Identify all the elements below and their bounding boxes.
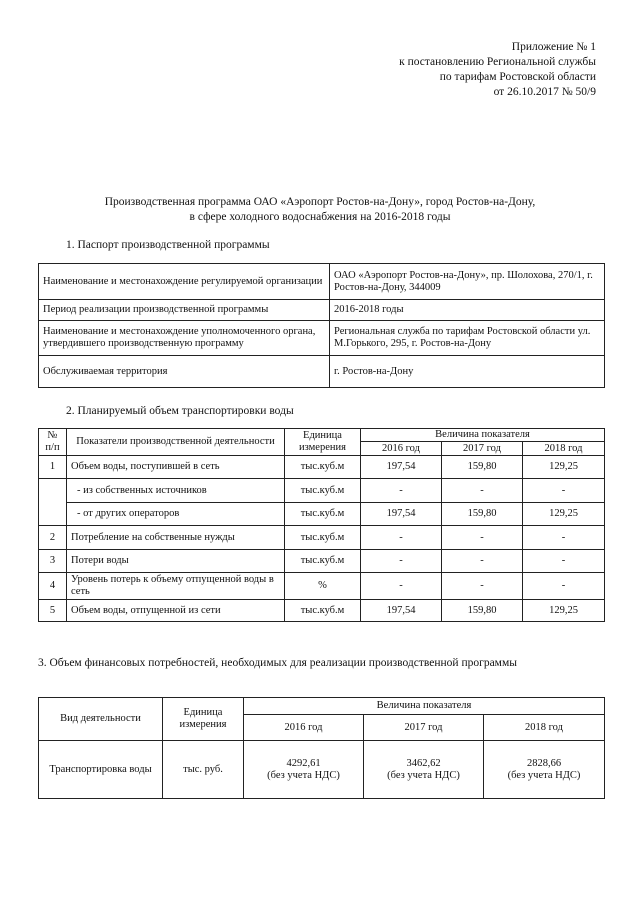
cell-value: 197,54 — [361, 456, 442, 479]
table-row — [39, 573, 605, 600]
header-year: 2017 год — [442, 442, 523, 456]
cell-name: Объем воды, поступившей в сеть — [67, 456, 285, 479]
table-row — [39, 600, 605, 622]
value-amount: 4292,61 — [286, 757, 321, 769]
cell-value: 159,80 — [442, 503, 523, 526]
header-num: № п/п — [39, 429, 67, 456]
section2-heading: 2. Планируемый объем транспортировки воды — [66, 405, 294, 417]
section3-heading: 3. Объем финансовых потребностей, необходимых для реализации производственной программы — [38, 657, 517, 669]
cell-value: - — [361, 550, 442, 573]
cell-unit: тыс.куб.м — [285, 456, 361, 479]
value-note: (без учета НДС) — [267, 769, 340, 781]
header-year: 2016 год — [244, 715, 364, 741]
passport-label: Период реализации производственной программы — [39, 300, 330, 321]
cell-name: - от других операторов — [67, 503, 285, 526]
cell-value: 159,80 — [442, 456, 523, 479]
table-row — [39, 741, 605, 799]
passport-table — [38, 263, 605, 388]
appendix-line: Приложение № 1 — [511, 41, 596, 53]
cell-num: 4 — [39, 573, 67, 600]
table-row — [39, 264, 605, 300]
title-line: в сфере холодного водоснабжения на 2016-2018 годы — [189, 211, 451, 223]
table-row — [39, 456, 605, 479]
cell-num: 3 — [39, 550, 67, 573]
cell-unit: тыс.куб.м — [285, 600, 361, 622]
table-row — [39, 503, 605, 526]
passport-value: 2016-2018 годы — [330, 300, 605, 321]
table-row — [39, 300, 605, 321]
cell-num — [39, 479, 67, 526]
passport-label: Наименование и местонахождение уполномоченного органа, утвердившего производственную программу — [39, 321, 330, 356]
appendix-block — [399, 40, 596, 100]
header-indicator: Показатели производственной деятельности — [67, 429, 285, 456]
cell-value: 197,54 — [361, 503, 442, 526]
transport-volume-table — [38, 428, 605, 622]
value-note: (без учета НДС) — [507, 769, 581, 781]
passport-label: Наименование и местонахождение регулируемой организации — [39, 264, 330, 300]
cell-value: - — [442, 479, 523, 503]
cell-value: 129,25 — [523, 456, 605, 479]
appendix-line: от 26.10.2017 № 50/9 — [493, 86, 596, 98]
header-year: 2016 год — [361, 442, 442, 456]
cell-value: - — [361, 479, 442, 503]
title-line: Производственная программа ОАО «Аэропорт Ростов-на-Дону», город Ростов-на-Дону, — [104, 196, 536, 208]
cell-value — [364, 741, 484, 799]
passport-value: ОАО «Аэропорт Ростов-на-Дону», пр. Шолохова, 270/1, г. Ростов-на-Дону, 344009 — [330, 264, 605, 300]
cell-name: Потери воды — [67, 550, 285, 573]
cell-value: - — [523, 526, 605, 550]
appendix-line: к постановлению Региональной службы — [399, 56, 596, 68]
header-unit: Единица измерения — [163, 698, 244, 741]
table-row — [39, 550, 605, 573]
passport-label: Обслуживаемая территория — [39, 356, 330, 388]
cell-unit: тыс.куб.м — [285, 550, 361, 573]
cell-value: - — [523, 573, 605, 600]
cell-num: 2 — [39, 526, 67, 550]
passport-value: Региональная служба по тарифам Ростовской области ул. М.Горького, 295, г. Ростов-на-Дону — [330, 321, 605, 356]
table-header-row — [39, 698, 605, 715]
cell-value: - — [442, 573, 523, 600]
header-year: 2017 год — [364, 715, 484, 741]
passport-value: г. Ростов-на-Дону — [330, 356, 605, 388]
cell-unit: тыс.куб.м — [285, 479, 361, 503]
cell-value: 197,54 — [361, 600, 442, 622]
cell-name: Потребление на собственные нужды — [67, 526, 285, 550]
cell-name: Уровень потерь к объему отпущенной воды в сеть — [67, 573, 285, 600]
cell-value: - — [523, 550, 605, 573]
table-header-row — [39, 429, 605, 442]
appendix-line: по тарифам Ростовской области — [439, 71, 596, 83]
table-row — [39, 479, 605, 503]
cell-value: - — [442, 526, 523, 550]
cell-activity: Транспортировка воды — [39, 741, 163, 799]
header-unit: Единица измерения — [285, 429, 361, 456]
value-amount: 3462,62 — [406, 757, 441, 769]
cell-name: - из собственных источников — [67, 479, 285, 503]
cell-value: - — [361, 573, 442, 600]
cell-unit: тыс. руб. — [163, 741, 244, 799]
header-year: 2018 год — [484, 715, 605, 741]
cell-num: 5 — [39, 600, 67, 622]
financial-needs-table — [38, 697, 605, 799]
cell-value: 159,80 — [442, 600, 523, 622]
cell-value: - — [361, 526, 442, 550]
section1-heading: 1. Паспорт производственной программы — [66, 239, 270, 251]
cell-unit: тыс.куб.м — [285, 503, 361, 526]
cell-value — [484, 741, 605, 799]
header-value: Величина показателя — [244, 698, 605, 715]
cell-value — [244, 741, 364, 799]
cell-value: 129,25 — [523, 600, 605, 622]
table-row — [39, 321, 605, 356]
cell-value: 129,25 — [523, 503, 605, 526]
document-title — [0, 195, 640, 225]
cell-value: - — [442, 550, 523, 573]
cell-unit: % — [285, 573, 361, 600]
cell-num: 1 — [39, 456, 67, 479]
cell-name: Объем воды, отпущенной из сети — [67, 600, 285, 622]
header-year: 2018 год — [523, 442, 605, 456]
table-row — [39, 526, 605, 550]
cell-unit: тыс.куб.м — [285, 526, 361, 550]
value-amount: 2828,66 — [526, 757, 562, 769]
header-value: Величина показателя — [361, 429, 605, 442]
value-note: (без учета НДС) — [387, 769, 460, 781]
cell-value: - — [523, 479, 605, 503]
table-row — [39, 356, 605, 388]
header-activity: Вид деятельности — [39, 698, 163, 741]
